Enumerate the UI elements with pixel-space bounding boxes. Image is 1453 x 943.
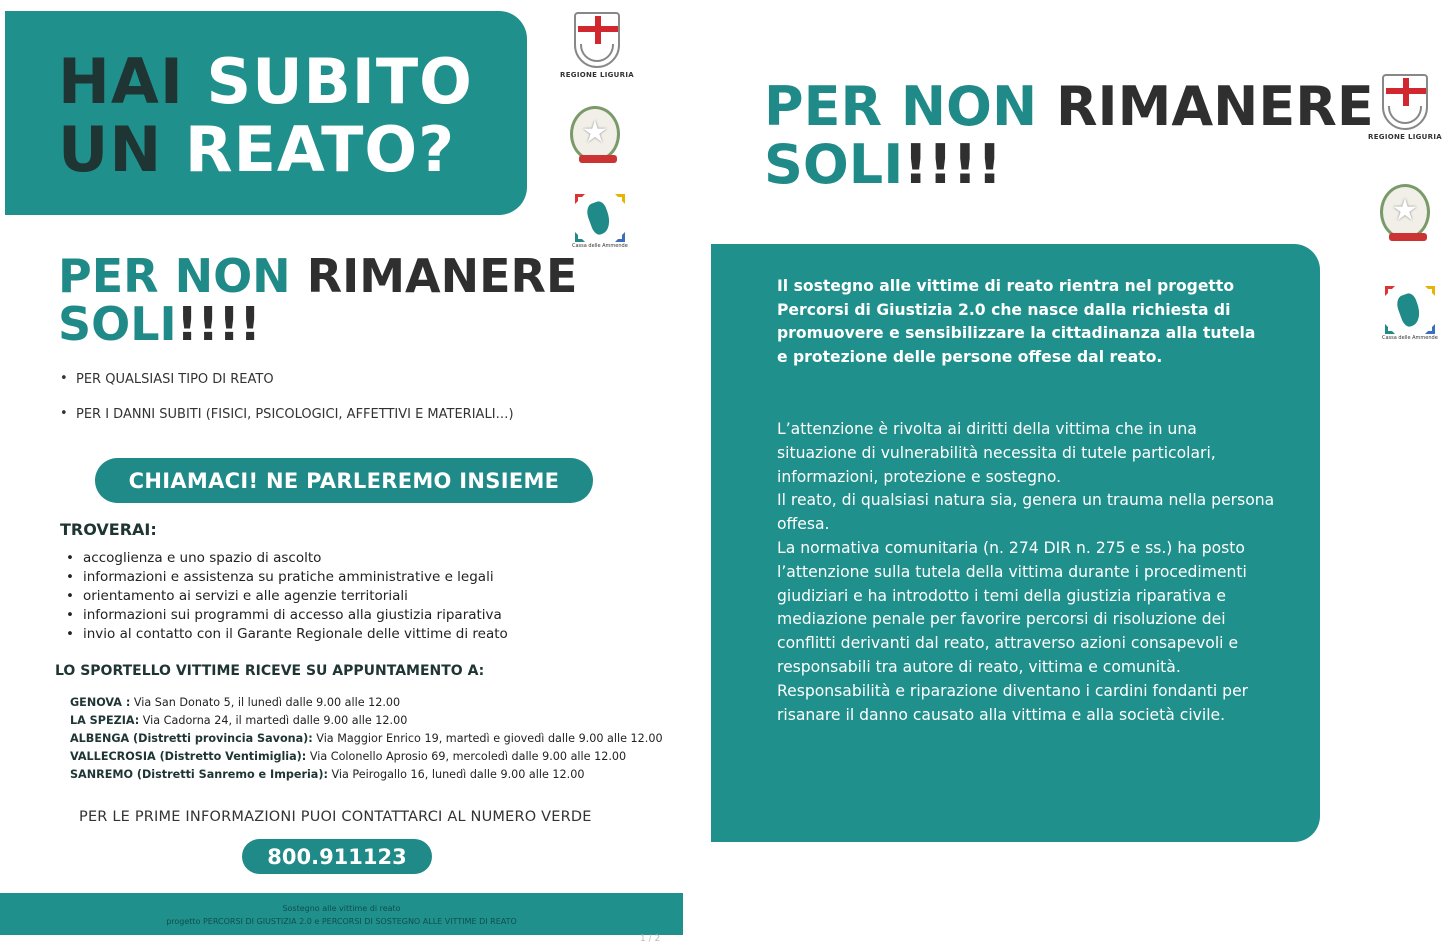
logo-caption: Cassa delle Ammende xyxy=(1382,335,1438,341)
heading-word: PER NON xyxy=(764,75,1038,138)
paragraph: Responsabilità e riparazione diventano i cardini fondanti per risanare il danno causato alla vittima e alla società civile. xyxy=(777,681,1249,724)
locations-list xyxy=(70,694,663,784)
hero-word: UN xyxy=(58,113,163,186)
phone-number[interactable]: 800.911123 xyxy=(242,839,432,874)
paragraph: Il reato, di qualsiasi natura sia, genera un trauma nella persona offesa. xyxy=(777,491,1275,534)
logo-caption: Cassa delle Ammende xyxy=(572,243,628,249)
services-list xyxy=(66,549,508,644)
right-heading xyxy=(764,75,1374,196)
location-place: VALLECROSIA (Distretto Ventimiglia): xyxy=(70,750,307,763)
heading-word: RIMANERE xyxy=(1055,75,1374,138)
hero-title xyxy=(58,45,473,186)
regione-liguria-logo xyxy=(560,12,634,79)
list-item: • informazioni e assistenza su pratiche amministrative e legali xyxy=(66,568,508,587)
location-row xyxy=(70,766,663,784)
italian-republic-emblem xyxy=(570,106,620,162)
info-line: PER LE PRIME INFORMAZIONI PUOI CONTATTARCI AL NUMERO VERDE xyxy=(79,809,592,825)
logo-caption: REGIONE LIGURIA xyxy=(560,71,634,79)
location-place: SANREMO (Distretti Sanremo e Imperia): xyxy=(70,768,328,781)
heading-word: SOLI xyxy=(58,297,177,351)
hero-word: SUBITO xyxy=(206,45,473,118)
emblem-icon: ★ xyxy=(570,106,620,162)
italian-republic-emblem xyxy=(1380,184,1430,240)
logo-caption: REGIONE LIGURIA xyxy=(1368,133,1442,141)
call-us-banner: CHIAMACI! NE PARLEREMO INSIEME xyxy=(95,458,593,503)
location-row xyxy=(70,730,663,748)
heading-word: !!!! xyxy=(903,133,1002,196)
location-detail: Via San Donato 5, il lunedì dalle 9.00 alle 12.00 xyxy=(130,696,401,709)
left-heading xyxy=(58,249,578,351)
heading-word: !!!! xyxy=(176,297,261,351)
paragraph: La normativa comunitaria (n. 274 DIR n. 275 e ss.) ha posto l’attenzione sulla tutela della vittima durante i procedimenti giudiziari e ha introdotto i temi della giustizia riparativa e mediazione penale per favorire percorsi di risoluzione dei conflitti derivanti dal reato, attraverso azioni consapevoli e responsabili tra autore di reato, vittima e comunità. xyxy=(777,538,1247,676)
troverai-title: TROVERAI: xyxy=(60,520,157,539)
footer-band xyxy=(0,893,683,935)
location-detail: Via Peirogallo 16, lunedì dalle 9.00 alle 12.00 xyxy=(327,768,585,781)
regione-liguria-logo xyxy=(1368,74,1442,141)
sportello-title: LO SPORTELLO VITTIME RICEVE SU APPUNTAMENTO A: xyxy=(55,663,485,679)
list-item: • informazioni sui programmi di accesso alla giustizia riparativa xyxy=(66,606,508,625)
location-detail: Via Maggior Enrico 19, martedì e giovedì dalle 9.00 alle 12.00 xyxy=(312,732,663,745)
list-item: • invio al contatto con il Garante Regionale delle vittime di reato xyxy=(66,625,508,644)
location-place: GENOVA : xyxy=(70,696,131,709)
list-item: • orientamento ai servizi e alle agenzie territoriali xyxy=(66,587,508,606)
list-item: • accoglienza e uno spazio di ascolto xyxy=(66,549,508,568)
shield-icon xyxy=(574,12,620,68)
heading-word: RIMANERE xyxy=(306,249,578,303)
italy-map-icon xyxy=(575,194,625,242)
footer-line: progetto PERCORSI DI GIUSTIZIA 2.0 e PERCORSI DI SOSTEGNO ALLE VITTIME DI REATO xyxy=(166,917,517,926)
location-place: LA SPEZIA: xyxy=(70,714,140,727)
heading-word: PER NON xyxy=(58,249,291,303)
reasons-list xyxy=(60,372,514,442)
paragraph: L’attenzione è rivolta ai diritti della vittima che in una situazione di vulnerabilità necessita di tutele particolari, informazioni, protezione e sostegno. xyxy=(777,420,1216,486)
location-row xyxy=(70,694,663,712)
heading-word: SOLI xyxy=(764,133,904,196)
shield-icon xyxy=(1382,74,1428,130)
cassa-ammende-logo xyxy=(1382,286,1438,341)
intro-paragraph: Il sostegno alle vittime di reato rientra nel progetto Percorsi di Giustizia 2.0 che nasce dalla richiesta di promuovere e sensibilizzare la cittadinanza alla tutela e protezione delle persone offese dal reato. xyxy=(777,277,1256,366)
list-item: • PER I DANNI SUBITI (FISICI, PSICOLOGICI, AFFETTIVI E MATERIALI…) xyxy=(60,407,514,422)
hero-word: HAI xyxy=(58,45,184,118)
location-row xyxy=(70,712,663,730)
emblem-icon: ★ xyxy=(1380,184,1430,240)
hero-word: REATO? xyxy=(184,113,456,186)
page-number: 1 / 2 xyxy=(640,934,661,943)
list-item: • PER QUALSIASI TIPO DI REATO xyxy=(60,372,514,387)
italy-map-icon xyxy=(1385,286,1435,334)
location-place: ALBENGA (Distretti provincia Savona): xyxy=(70,732,313,745)
body-text xyxy=(777,418,1277,727)
location-row xyxy=(70,748,663,766)
location-detail: Via Cadorna 24, il martedì dalle 9.00 alle 12.00 xyxy=(139,714,408,727)
footer-line: Sostegno alle vittime di reato xyxy=(282,904,401,913)
cassa-ammende-logo xyxy=(572,194,628,249)
location-detail: Via Colonello Aprosio 69, mercoledì dalle 9.00 alle 12.00 xyxy=(306,750,627,763)
